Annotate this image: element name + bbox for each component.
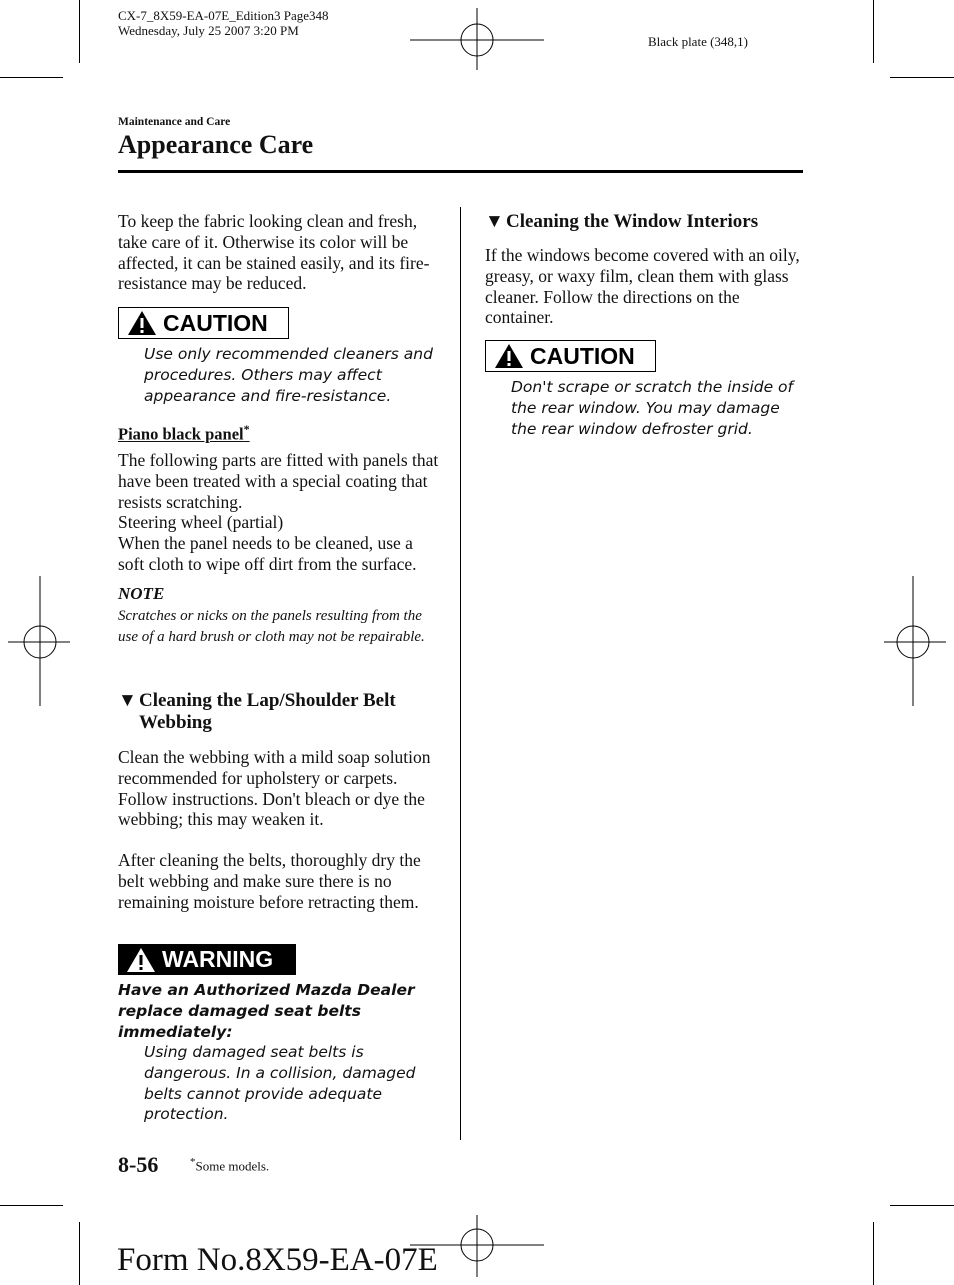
section-label: Maintenance and Care — [118, 116, 231, 128]
intro-paragraph: To keep the fabric looking clean and fresh, take care of it. Otherwise its color will be affected, it can be stained easily, and its fire-resistance may be reduced. — [118, 211, 430, 294]
warning-bold-text: Have an Authorized Mazda Dealer replace damaged seat belts immediately: — [118, 981, 415, 1041]
piano-line: When the panel needs to be cleaned, use a soft cloth to wipe off dirt from the surface. — [118, 533, 417, 574]
column-divider — [460, 207, 461, 1140]
crop-mark — [890, 77, 954, 78]
note-text: Scratches or nicks on the panels resulting from the use of a hard brush or cloth may not be repairable. — [118, 608, 425, 645]
page-title: Appearance Care — [118, 130, 314, 159]
subhead-belt-text: Cleaning the Lap/Shoulder Belt Webbing — [139, 690, 396, 733]
asterisk: * — [190, 1156, 196, 1168]
crop-mark — [79, 0, 80, 63]
caution-label: CAUTION — [163, 309, 268, 336]
piano-line: The following parts are fitted with panels that have been treated with a special coating that resists scratching. — [118, 450, 439, 512]
title-rule — [118, 170, 803, 173]
caution-badge — [118, 307, 289, 339]
registration-mark — [410, 8, 544, 70]
caution-text: Don't scrape or scratch the inside of the rear window. You may damage the rear window defroster grid. — [511, 378, 793, 438]
window-paragraph: If the windows become covered with an oily, greasy, or waxy film, clean them with glass cleaner. Follow the directions on the container. — [485, 245, 800, 328]
triangle-marker-icon: ▼ — [118, 690, 137, 711]
warning-text: Using damaged seat belts is dangerous. In a collision, damaged belts cannot provide adequate protection. — [144, 1043, 416, 1124]
registration-mark — [884, 576, 946, 706]
piano-heading-text: Piano black panel — [118, 424, 244, 444]
footnote — [190, 1156, 269, 1174]
footnote-text: Some models. — [195, 1158, 270, 1174]
belt-paragraph-1: Clean the webbing with a mild soap solution recommended for upholstery or carpets. Follow instructions. Don't bleach or dye the webbing; this may weaken it. — [118, 747, 431, 830]
caution-badge — [485, 340, 656, 372]
print-header — [118, 8, 329, 38]
warning-triangle-icon — [126, 947, 156, 973]
caution-label: CAUTION — [530, 342, 635, 369]
crop-mark — [873, 1222, 874, 1285]
note-heading: NOTE — [118, 584, 165, 603]
belt-paragraph-2: After cleaning the belts, thoroughly dry the belt webbing and make sure there is no remaining moisture before retracting them. — [118, 850, 421, 912]
crop-mark — [873, 0, 874, 63]
crop-mark — [0, 1205, 63, 1206]
caution-text: Use only recommended cleaners and procedures. Others may affect appearance and fire-resistance. — [144, 345, 433, 405]
piano-line: Steering wheel (partial) — [118, 512, 284, 533]
warning-triangle-icon — [494, 343, 524, 369]
piano-paragraph — [118, 450, 440, 575]
print-header-file: CX-7_8X59-EA-07E_Edition3 Page348 — [118, 8, 329, 23]
asterisk: * — [243, 422, 250, 436]
piano-heading — [118, 422, 250, 445]
crop-mark — [79, 1222, 80, 1285]
subhead-window-text: Cleaning the Window Interiors — [506, 211, 759, 232]
subhead-window — [485, 211, 805, 233]
triangle-marker-icon: ▼ — [485, 211, 504, 232]
form-number: Form No.8X59-EA-07E — [117, 1242, 438, 1278]
warning-triangle-icon — [127, 310, 157, 336]
crop-mark — [0, 77, 63, 78]
warning-label: WARNING — [162, 946, 274, 972]
print-header-date: Wednesday, July 25 2007 3:20 PM — [118, 23, 299, 38]
crop-mark — [890, 1205, 954, 1206]
registration-mark — [8, 576, 70, 706]
subhead-belt — [118, 690, 438, 734]
warning-badge — [118, 944, 296, 975]
page-number: 8-56 — [118, 1152, 159, 1177]
print-plate: Black plate (348,1) — [648, 34, 748, 49]
